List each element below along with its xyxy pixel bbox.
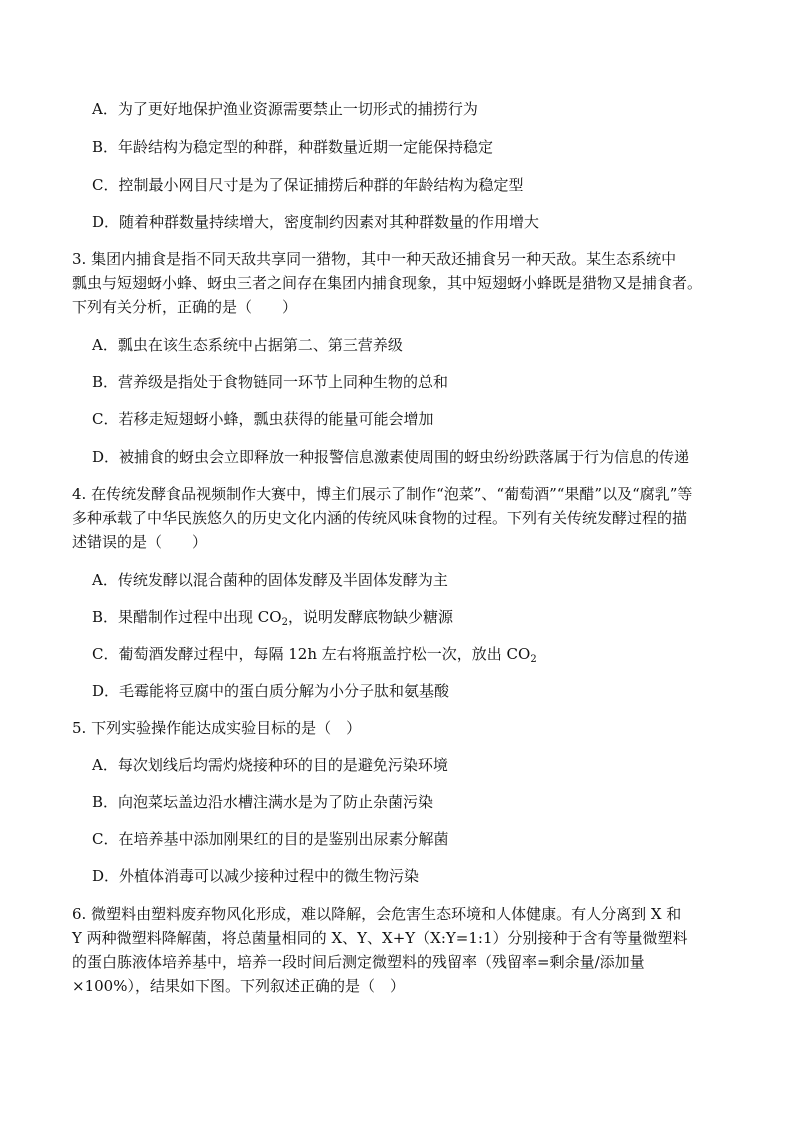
q5-option-d: D．外植体消毒可以减少接种过程中的微生物污染	[92, 867, 420, 885]
q6-stem-line-4: ×100%），结果如下图。下列叙述正确的是（ ）	[72, 977, 405, 995]
q4-option-b	[92, 606, 453, 627]
q3-stem-line-1: 3. 集团内捕食是指不同天敌共享同一猎物，其中一种天敌还捕食另一种天敌。某生态系统中	[72, 250, 677, 268]
q2-option-a: A．为了更好地保护渔业资源需要禁止一切形式的捕捞行为	[92, 100, 478, 118]
q3-stem-line-3: 下列有关分析，正确的是（ ）	[72, 298, 298, 316]
q5-option-b: B．向泡菜坛盖边沿水槽注满水是为了防止杂菌污染	[92, 793, 434, 811]
q4-option-d: D．毛霉能将豆腐中的蛋白质分解为小分子肽和氨基酸	[92, 682, 450, 700]
q4-stem-line-1: 4. 在传统发酵食品视频制作大赛中，博主们展示了制作“泡菜”、“葡萄酒”“果醋”以及“腐乳”等	[72, 485, 693, 503]
q3-option-b: B．营养级是指处于食物链同一环节上同种生物的总和	[92, 373, 449, 391]
q2-option-c: C．控制最小网目尺寸是为了保证捕捞后种群的年龄结构为稳定型	[92, 176, 524, 194]
q3-stem-line-2: 瓢虫与短翅蚜小蜂、蚜虫三者之间存在集团内捕食现象，其中短翅蚜小蜂既是猎物又是捕食者。	[72, 274, 703, 292]
q6-stem-line-3: 的蛋白胨液体培养基中，培养一段时间后测定微塑料的残留率（残留率=剩余量/添加量	[72, 953, 645, 971]
q4-option-b-post: ，说明发酵底物缺少糖源	[287, 608, 453, 626]
q6-stem-line-2: Y 两种微塑料降解菌，将总菌量相同的 X、Y、X+Y（X:Y=1:1）分别接种于含有等量微塑料	[72, 929, 688, 947]
q2-option-b: B．年龄结构为稳定型的种群，种群数量近期一定能保持稳定	[92, 138, 494, 156]
q3-option-a: A．瓢虫在该生态系统中占据第二、第三营养级	[92, 336, 403, 354]
q4-option-c-pre: C．葡萄酒发酵过程中，每隔 12h 左右将瓶盖拧松一次，放出 CO	[92, 645, 531, 663]
q5-option-a: A．每次划线后均需灼烧接种环的目的是避免污染环境	[92, 756, 448, 774]
q3-option-d: D．被捕食的蚜虫会立即释放一种报警信息激素使周围的蚜虫纷纷跌落属于行为信息的传递	[92, 448, 690, 466]
q4-option-b-sub: 2	[281, 617, 288, 628]
q4-option-c-sub: 2	[530, 654, 537, 665]
q4-option-b-pre: B．果醋制作过程中出现 CO	[92, 608, 282, 626]
q4-stem-line-3: 述错误的是（ ）	[72, 533, 208, 551]
q5-option-c: C．在培养基中添加刚果红的目的是鉴别出尿素分解菌	[92, 830, 449, 848]
q5-stem: 5. 下列实验操作能达成实验目标的是（ ）	[72, 719, 362, 737]
q2-option-d: D．随着种群数量持续增大，密度制约因素对其种群数量的作用增大	[92, 213, 540, 231]
q3-option-c: C．若移走短翅蚜小蜂，瓢虫获得的能量可能会增加	[92, 410, 434, 428]
q4-option-a: A．传统发酵以混合菌种的固体发酵及半固体发酵为主	[92, 571, 448, 589]
q4-option-c	[92, 643, 537, 664]
q4-stem-line-2: 多种承载了中华民族悠久的历史文化内涵的传统风味食物的过程。下列有关传统发酵过程的描	[72, 509, 688, 527]
q6-stem-line-1: 6. 微塑料由塑料废弃物风化形成，难以降解，会危害生态环境和人体健康。有人分离到 X 和	[72, 905, 682, 923]
